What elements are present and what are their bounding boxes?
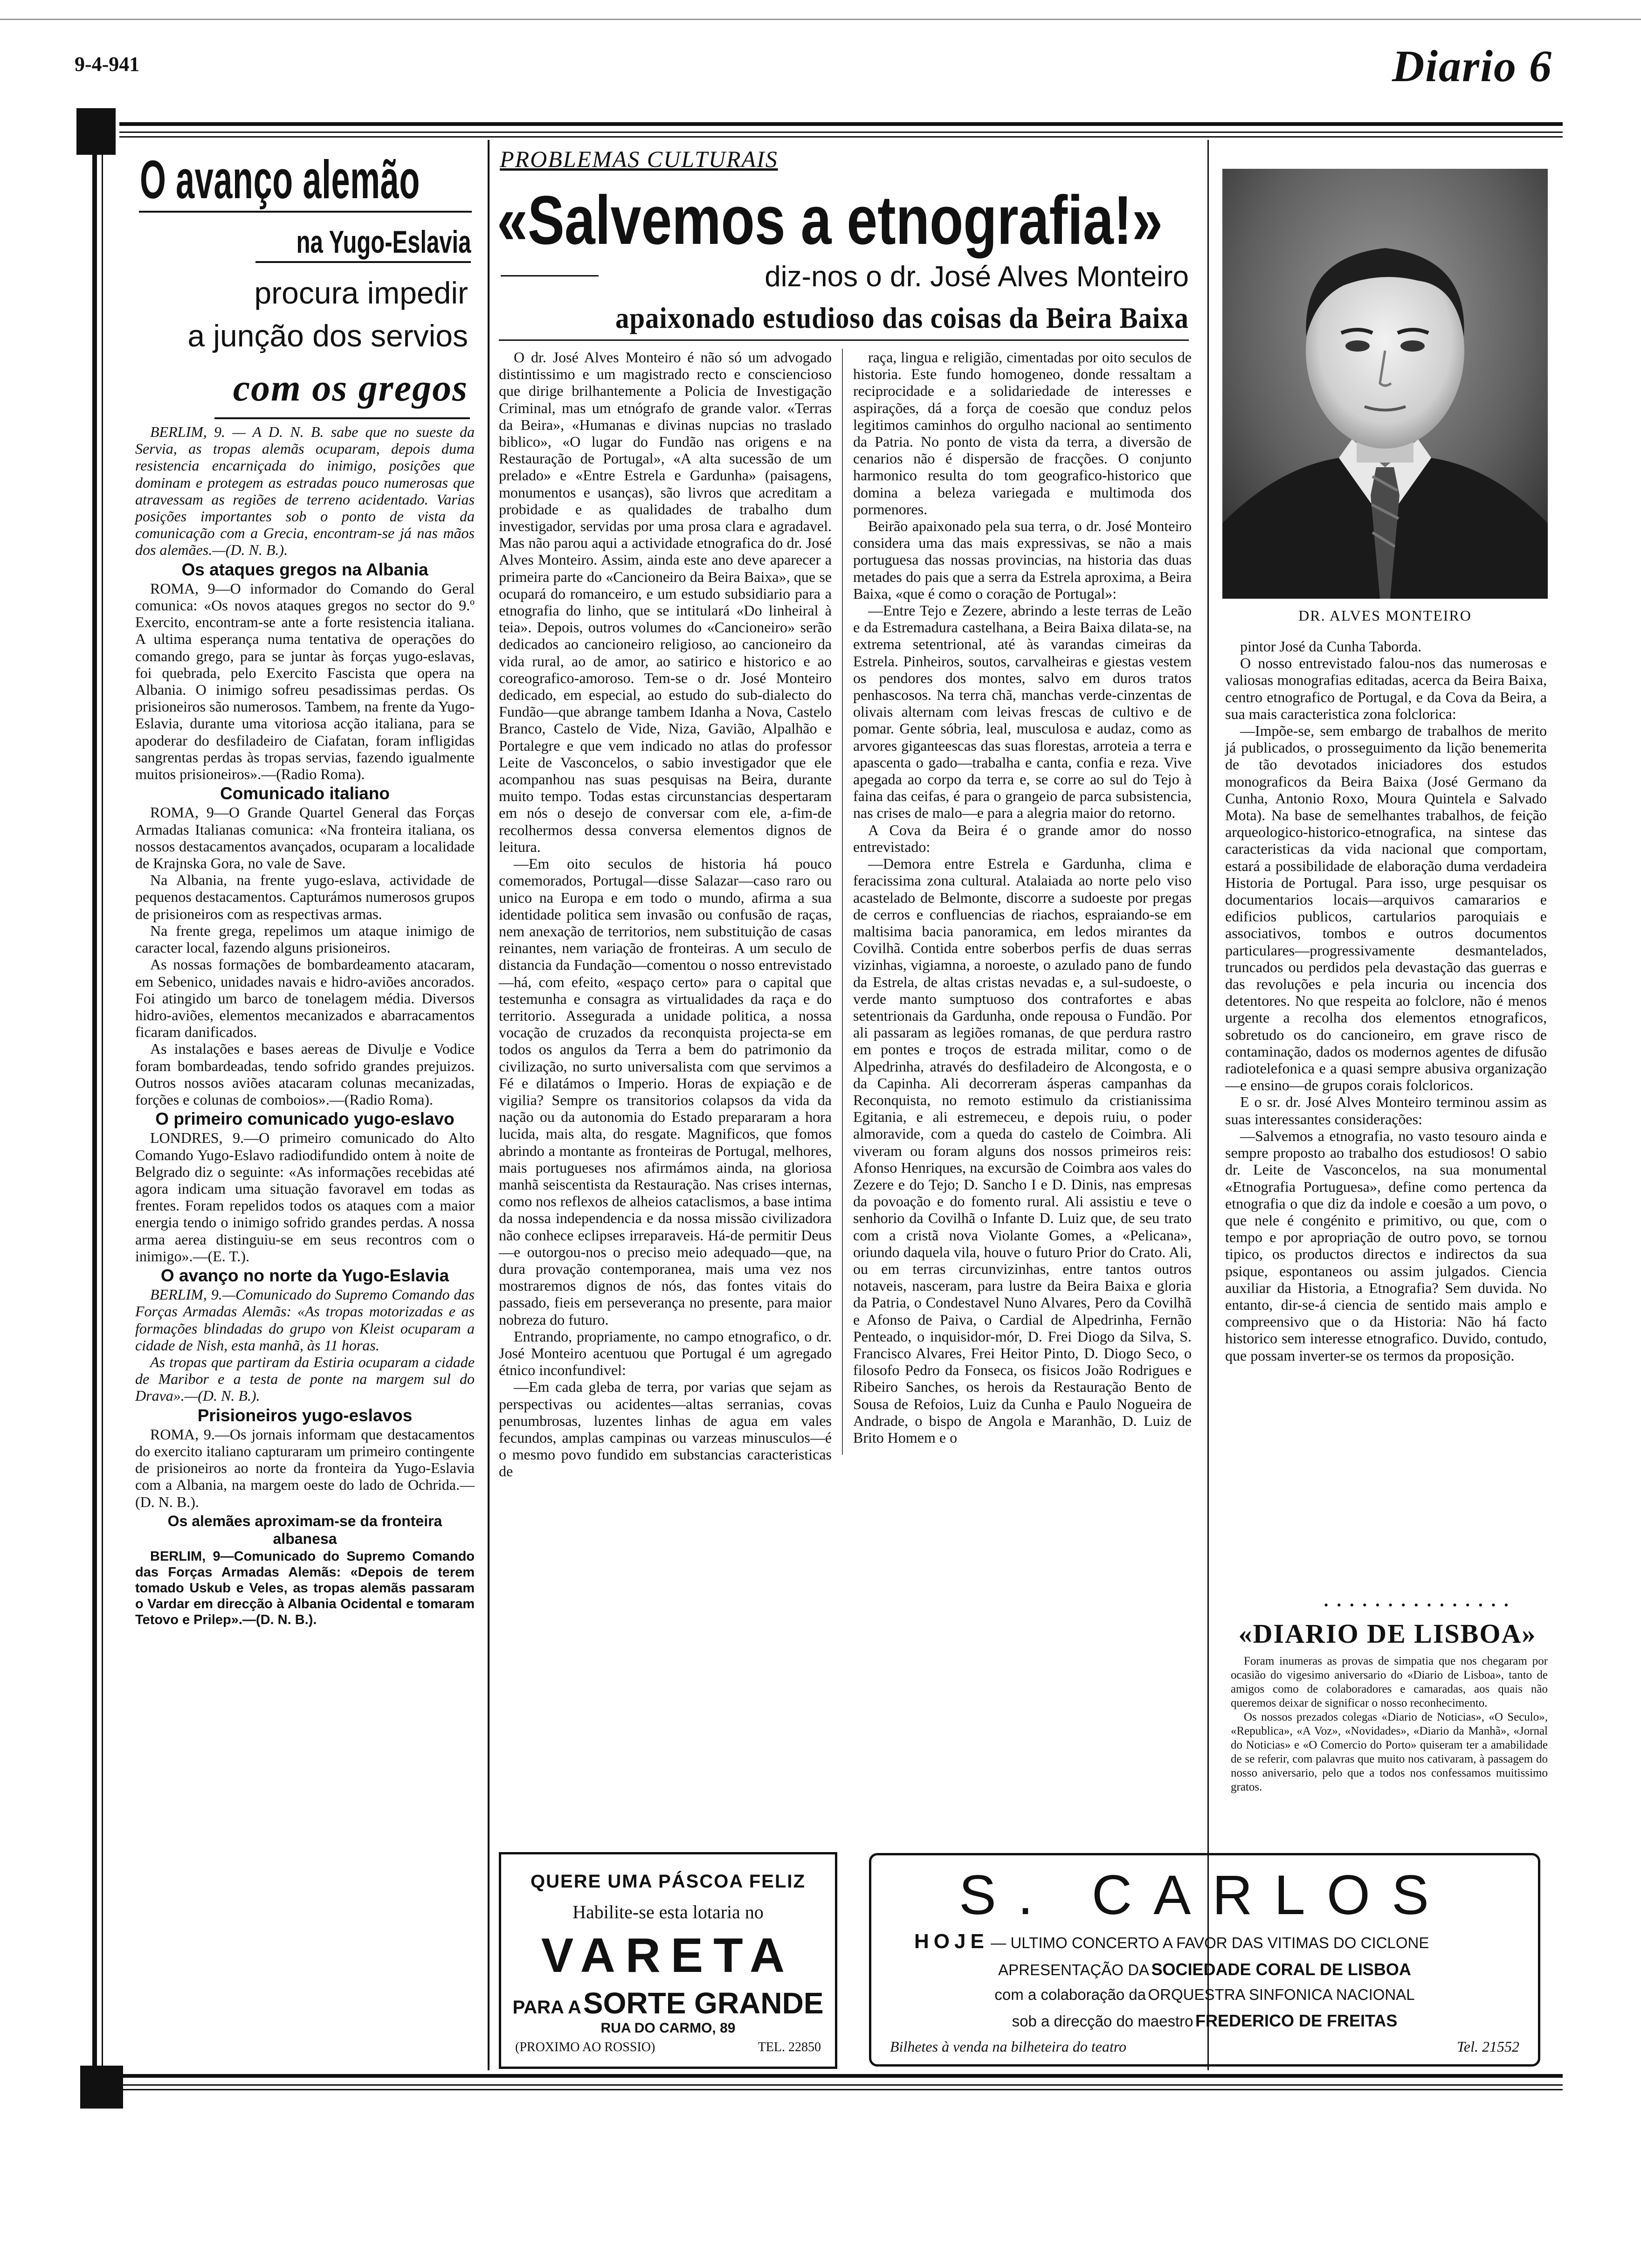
- article-paragraph: raça, lingua e religião, cimentadas por oito seculos de historia. Este fundo homogeneo, donde ressaltam a reciprocidade e a solidariedade de interesses e aspirações, dá a força de coesão que conduz pelos legitimos caminhos do orgulho nacional ao sentimento da Patria. No ponto de vista da terra, a diversão de cenarios não é dispersão de fracções. O conjunto harmonico resulta do tom geografico-historico que domina a beleza variegada e multimoda dos pormenores.: [853, 349, 1192, 518]
- column-separator-1: [488, 140, 490, 2070]
- ad-sao-carlos: [869, 1853, 1540, 2067]
- ad-vareta-tel: [758, 2040, 821, 2055]
- left-article-body: [135, 423, 475, 2065]
- ad-sao-carlos-line2-bold: SOCIEDADE CORAL DE LISBOA: [1151, 1960, 1411, 1979]
- section-paragraph: ROMA, 9—O informador do Comando do Geral comunica: «Os novos ataques gregos no sector do 9.º Exercito, encontram-se ante a forte resistencia italiana. A ultima esperança numa tentativa de operações do comando grego, para se juntar às forças yugo-eslavas, foi quebrada, pelo Exercito Fascista que opera na Albania. O inimigo sofreu pesadissimas perdas. Os prisioneiros são numerosos. Tambem, na frente da Yugo-Eslavia, durante uma vitoriosa acção italiana, para se apoderar do desfiladeiro de Ciafatan, foram infligidas sangrentas perdas às tropas servias, fazendo igualmente muitos prisioneiros».—(Radio Roma).: [135, 580, 475, 783]
- ad-sao-carlos-footer-right: Tel. 21552: [1457, 2038, 1519, 2055]
- article-subtitle-2: apaixonado estudioso das coisas da Beira Baixa: [615, 301, 1189, 334]
- ad-sao-carlos-line4-bold: FREDERICO DE FREITAS: [1195, 2011, 1398, 2030]
- footer-rule-thin: [119, 2084, 1563, 2086]
- center-column-2: [853, 349, 1192, 1455]
- portrait-caption: DR. ALVES MONTEIRO: [1298, 607, 1472, 624]
- section-paragraph: LONDRES, 9.—O primeiro comunicado do Alto Comando Yugo-Eslavo radiodifundido ontem à noite de Belgrado diz o seguinte: «As informações recebidas até agora indicam uma situação favoravel em todas as frentes. Foram repelidos todos os ataques com a maior energia tendo o inimigo sofrido grandes perdas. A nossa arma aerea distinguiu-se em seus recontros com o inimigo».—(E. T.).: [135, 1129, 475, 1265]
- section-heading: Os alemães aproximam-se da fronteira albanesa: [167, 1512, 442, 1547]
- section-paragraph: As instalações e bases aereas de Divulje e Vodice foram bombardeadas, tendo sofrido grandes prejuizos. Outros nossos aviões atacaram colunas mecanizadas, forções e colunas de comboios».—(Radio Roma).: [135, 1040, 475, 1108]
- article-paragraph: E o sr. dr. José Alves Monteiro terminou assim as suas interessantes considerações:: [1225, 1093, 1547, 1127]
- ad-vareta: [499, 1852, 837, 2069]
- left-headline-5: com os gregos: [233, 366, 468, 409]
- ad-vareta-tagline-main: SORTE GRANDE: [583, 1986, 824, 2020]
- ad-vareta-subline: Habilite-se esta lotaria no: [572, 1902, 764, 1922]
- top-rule: [0, 19, 1641, 20]
- masthead: Diario 6: [1392, 41, 1552, 91]
- section-heading: Os ataques gregos na Albania: [181, 560, 428, 579]
- section-heading: O avanço no norte da Yugo-Eslavia: [160, 1265, 449, 1285]
- ad-sao-carlos-line2: [871, 1960, 1538, 1979]
- article-paragraph: —Impõe-se, sem embargo de trabalhos de merito já publicados, o prosseguimento da lição benemerita de tão devotados iniciadores dos estudos monograficos da Beira Baixa (José Germano da Cunha, Antonio Roxo, Moura Quintela e Salvado Mota). Na base de semelhantes trabalhos, de feição arqueologico-historico-etnografica, na sintese das caracteristicas da vida nacional que comportam, estará a possibilidade de elaboração duma verdadeira Historia de Portugal. Para isso, urge pesquisar os documentarios locais—arquivos camararios e edificios publicos, cartularios paroquiais e associativos, tombos e outros documentos particulares—progressivamente desmantelados, truncados ou perdidos pela devastação das guerras e das revoluções e pela incuria ou incencia dos detentores. No que respeita ao folclore, não é menos urgente a recolha dos elementos etnograficos, sobretudo os do cancioneiro, em grave risco de contaminação, dados os modernos agentes de difusão radiotelefonica e a quasi sempre abusiva organização—e ensino—de grupos corais folcloricos.: [1225, 722, 1547, 1094]
- center-column-3: [1225, 638, 1547, 1594]
- column-separator-2: [1207, 140, 1209, 2070]
- article-kicker: PROBLEMAS CULTURAIS: [500, 146, 778, 172]
- title-side-rule: [501, 275, 599, 277]
- article-title: «Salvemos a etnografia!»: [497, 182, 1163, 259]
- ad-sao-carlos-footer-left: Bilhetes à venda na bilheteira do teatro: [890, 2038, 1127, 2055]
- ad-sao-carlos-line4-prefix: sob a direcção do maestro: [1012, 2012, 1193, 2030]
- article-paragraph: —Demora entre Estrela e Gardunha, clima e feracissima zona cultural. Atalaiada ao norte pelo viso acastelado de Belmonte, discorre a sudoeste por pregas de cerros e confluencias de riachos, espraiando-se em maltisima bacia panoramica, em ledos mirantes da Covilhã. Contida entre soberbos perfis de duas serras vizinhas, vigiamna, a noroeste, o azulado pano de fundo da Estrela, de altas cristas nevadas e, a sul-sudoeste, o verde manto sumptuoso dos contrafortes e abas setentrionais da Gardunha, onde repousa o Fundão. Por ali passaram as legiões romanas, de que perdura rastro em pontes e troços de estrada militar, como o de Alpedrinha, através do desfiladeiro de Alcongosta, e o da Capinha. Ali decorreram ásperas campanhas da Reconquista, no remoto estimulo da cristianissima Egitania, e ali estremeceu, e depois ruiu, o poder almoravide, com a queda do castelo de Coimbra. Ali viveram ou foram alguns dos nossos primeiros reis: Afonso Henriques, na excursão de Coimbra aos vales do Zezere e do Tejo; D. Sancho I e D. Dinis, nas empresas da povoação e do fomento rural. Ali assistiu e teve o senhorio da Covilhã o Infante D. Luiz que, de seu trato com a cristã nova Violante Gomes, a «Pelicana», oriundo daquela vila, houve o futuro Prior do Crato. Ali, ou em terras circunvizinhas, entre tantos outros notaveis, nasceram, para lustre da Beira Baixa e gloria da Patria, o Condestavel Nuno Alvares, Pero da Covilhã e Afonso de Paiva, o Cardial de Alpedrinha, Fernão Penteado, o inquisidor-mór, D. Frei Diogo da Silva, S. Francisco Alvares, Frei Heitor Pinto, D. Diogo Seco, o filosofo Pedro da Fonseca, os fisicos João Rodrigues e Ribeiro Sanches, os herois da Restauração Bento de Sousa de Refoios, Luiz da Cunha e Paulo Nogueira de Andrade, o bispo de Angola e Maranhão, D. Luiz de Brito Homem e o: [853, 855, 1192, 1446]
- ad-sao-carlos-line4: [871, 2011, 1538, 2031]
- header-rule-thick: [119, 122, 1563, 126]
- article-paragraph: —Em oito seculos de historia há pouco comemorados, Portugal—disse Salazar—caso raro ou unico na Europa e em todo o mundo, afirma a sua identidade politica sem invasão ou confusão de raças, nem anexação de territorios, nem substituição de casas reinantes, nem variação de fronteiras. A um seculo de distancia da Fundação—comentou o nosso entrevistado—há, com efeito, «espaço certo» para o capital que testemunha e consagra as virtualidades da raça e do territorio. Assegurada a unidade politica, a nossa vocação de cruzados da reconquista projecta-se em todos os angulos da Terra a bem do patrimonio da civilização, no surto universalista com que servimos a Fé e dilatámos o Imperio. Horas de expiação e de vigilia? Sempre os transitorios colapsos da vida da nação ou da autonomia do Estado prepararam a hora lucida, mais alta, do resgate. Magnificos, que fomos abrindo a montante as fronteiras de Portugal, melhores, mais portugueses nos afirmámos ainda, na gloriosa manhã seiscentista da Restauração. Nas crises internas, como nos reflexos de alheios cataclismos, a base intima da nossa independencia e da nossa missão civilizadora não conhece eclipses irreparaveis. Há-de permitir Deus—e outorgou-nos o preciso meio adequado—que, na dura provação contemporanea, mais uma vez nos mostraremos dignos de nós, das fontes vitais do passado, fieis em perseverança no presente, para maior nobreza do futuro.: [499, 855, 832, 1328]
- left-vertical-rule-thick: [92, 155, 97, 2074]
- notice-paragraph: Os nossos prezados colegas «Diario de Noticias», «O Seculo», «Republica», «A Voz», «Novidades», «Diario da Manhã», «Jornal do Noticias» e «O Comercio do Porto» quiseram ter a amabilidade de se referir, com palavras que muito nos cativaram, à passagem do nosso aniversario, pelo que a todos nos confessamos muitissimo gratos.: [1231, 1711, 1548, 1793]
- section-paragraph: ROMA, 9.—Os jornais informam que destacamentos do exercito italiano capturaram um primeiro contingente de prisioneiros ao norte da fronteira da Yugo-Eslavia com a Albania, na margem oeste do lado de Ochrida.—(D. N. B.).: [135, 1425, 475, 1510]
- section-paragraph: As nossas formações de bombardeamento atacaram, em Sebenico, unidades navais e hidro-aviões ancorados. Foi atingido um barco de tonelagem média. Diversos hidro-aviões, elementos mecanizados e abarracamentos ficaram danificados.: [135, 956, 475, 1041]
- ad-sao-carlos-line1: [914, 1930, 1429, 1953]
- article-paragraph: —Em cada gleba de terra, por varias que sejam as perspectivas ou acidentes—altas serranias, covas penumbrosas, luzentes linhas de agua em vales fecundos, amplas campinas ou varzeas minusculos—é o mesmo povo fundido em substancias caracteristicas de: [499, 1378, 832, 1480]
- section-paragraph: BERLIM, 9.—Comunicado do Supremo Comando das Forças Armadas Alemãs: «As tropas motorizadas e as formações blindadas do grupo von Kleist ocuparam a cidade de Nish, esta manhã, às 11 horas.: [135, 1286, 475, 1354]
- left-headline-5-underline: [214, 417, 470, 419]
- section-heading: Comunicado italiano: [220, 784, 390, 803]
- left-headline-underline: [139, 211, 472, 213]
- section-heading: Prisioneiros yugo-eslavos: [197, 1405, 413, 1425]
- ad-sao-carlos-line3-prefix: com a colaboração da: [994, 1986, 1146, 2003]
- ad-vareta-tel-text: TEL. 22850: [758, 2040, 821, 2054]
- ad-sao-carlos-today: HOJE: [914, 1930, 989, 1953]
- center-column-divider: [842, 349, 843, 1455]
- left-vertical-rule-thin: [102, 155, 103, 2074]
- section-paragraph: Na frente grega, repelimos um ataque inimigo de caracter local, fazendo alguns prisioneiros.: [135, 922, 475, 956]
- section-paragraph: ROMA, 9—O Grande Quartel General das Forças Armadas Italianas comunica: «Na fronteira italiana, os nossos destacamentos avançados, ocuparam a localidade de Krajnska Gora, no vale de Save.: [135, 804, 475, 872]
- article-paragraph: Entrando, propriamente, no campo etnografico, o dr. José Monteiro acentuou que Portugal é um agregado étnico inconfundivel:: [499, 1328, 832, 1379]
- left-article-lead: BERLIM, 9. — A D. N. B. sabe que no sueste da Servia, as tropas alemãs ocuparam, depois duma resistencia encarniçada do inimigo, posições que dominam e protegem as estradas pouco numerosas que atravessam as regiões de terreno acidentado. Varias posições importantes sob o ponto de vista da comunicação com a Grecia, encontram-se já nas mãos dos alemães.—(D. N. B.).: [135, 423, 475, 559]
- notice-body: [1231, 1654, 1548, 1855]
- left-black-block-bottom: [80, 2066, 123, 2109]
- left-headline-4: a junção dos servios: [187, 318, 468, 353]
- left-headline-box: [138, 149, 471, 209]
- left-article-sections: [135, 561, 475, 1628]
- section-paragraph: BERLIM, 9—Comunicado do Supremo Comando das Forças Armadas Alemãs: «Depois de terem tomado Uskub e Veles, as tropas alemãs passaram o Vardar em direcção à Albania Ocidental e tomaram Tetovo e Prilep».—(D. N. B.).: [135, 1549, 475, 1627]
- ad-sao-carlos-title: S. CARLOS: [958, 1864, 1451, 1926]
- left-headline-2: na Yugo-Eslavia: [296, 224, 471, 260]
- article-paragraph: A Cova da Beira é o grande amor do nosso entrevistado:: [853, 821, 1192, 855]
- center-column-1: [499, 349, 832, 1480]
- portrait-photo: [1222, 169, 1548, 599]
- article-paragraph: pintor José da Cunha Taborda.: [1240, 638, 1422, 655]
- article-subtitle-1: diz-nos o dr. José Alves Monteiro: [765, 261, 1189, 293]
- ad-sao-carlos-line2-prefix: APRESENTAÇÃO DA: [998, 1961, 1150, 1978]
- subtitle-underline: [499, 339, 1189, 341]
- article-paragraph: O nosso entrevistado falou-nos das numerosas e valiosas monografias editadas, acerca da Beira Baixa, centro etnografico de Portugal, e da Cova da Beira, a sua mais caracteristica zona folclorica:: [1225, 655, 1547, 722]
- ad-sao-carlos-line3: [871, 1986, 1538, 2004]
- section-paragraph: As tropas que partiram da Estiria ocuparam a cidade de Maribor e a testa de ponte na margem sul do Drava».—(D. N. B.).: [135, 1353, 475, 1404]
- ad-vareta-tagline: [501, 1986, 835, 2020]
- ad-vareta-headline: QUERE UMA PÁSCOA FELIZ: [531, 1871, 806, 1892]
- header-rule-thin: [119, 131, 1563, 133]
- left-headline-main: O avanço alemão: [140, 149, 420, 210]
- footer-rule-thin-2: [119, 2089, 1563, 2090]
- notice-title: «DIARIO DE LISBOA»: [1238, 1618, 1537, 1649]
- ad-vareta-address: RUA DO CARMO, 89: [600, 2020, 736, 2036]
- header-rule-thin-2: [119, 136, 1563, 138]
- ad-vareta-name: VARETA: [541, 1929, 795, 1983]
- ad-vareta-near: (PROXIMO AO ROSSIO): [515, 2040, 655, 2054]
- left-headline-3: procura impedir: [254, 276, 468, 310]
- notice-ornament: • • • • • • • • • • • • • • •: [1324, 1598, 1511, 1612]
- ad-sao-carlos-line3-bold: ORQUESTRA SINFONICA NACIONAL: [1148, 1986, 1415, 2003]
- section-paragraph: Na Albania, na frente yugo-eslava, actividade de pequenos destacamentos. Capturámos numerosos grupos de prisioneiros com as respectivas armas.: [135, 871, 475, 922]
- section-heading: O primeiro comunicado yugo-eslavo: [155, 1109, 455, 1129]
- left-black-block-top: [76, 108, 116, 155]
- notice-paragraph: Foram inumeras as provas de simpatia que nos chegaram por ocasião do vigesimo aniversario do «Diario de Lisboa», tanto de amigos como de colaboradores e camaradas, aos quais não queremos deixar de significar o nosso reconhecimento.: [1231, 1655, 1548, 1709]
- page-date: 9-4-941: [75, 53, 140, 76]
- article-paragraph: Beirão apaixonado pela sua terra, o dr. José Monteiro considera uma das mais expressivas, se não a mais portuguesa das nossas provincias, na historia das duas metades do pais que a serra da Estrela aproxima, a Beira Baixa, «que é como o coração de Portugal»:: [853, 518, 1192, 602]
- footer-rule-thick: [119, 2074, 1563, 2078]
- article-paragraph: O dr. José Alves Monteiro é não só um advogado distintissimo e um magistrado recto e consciencioso que dirige brilhantemente a Policia de Investigação Criminal, mas um etnógrafo de grande valor. «Terras da Beira», «Humanas e divinas nupcias no traslado biblico», «O lugar do Fundão nas origens e na Restauração de Portugal», «A alta sucessão de um prelado» e «Entre Estrela e Gardunha» (paisagens, monumentos e usanças), são livros que acreditam a probidade e as qualidades de trabalho dum investigador, servidas por uma prosa clara e agradavel. Mas não parou aqui a actividade etnografica do dr. José Alves Monteiro. Assim, ainda este ano deve aparecer a primeira parte do «Cancioneiro da Beira Baixa», que se ocupará do romanceiro, e um estudo subsidiario para a etnografia do linho, que se intitulará «Do linheiral à teia». Depois, outros volumes do «Cancioneiro» serão dedicados ao cancioneiro religioso, ao cancioneiro da vida rural, ao de amor, ao satirico e historico e ao coreografico-amoroso. Tem-se o dr. José Monteiro dedicado, em especial, ao estudo do sub-dialecto do Fundão—que abrange tambem Idanha a Nova, Castelo Branco, Castelo de Vide, Niza, Gavião, Alpalhão e Portalegre e que vem indicado no atlas do professor Leite de Vasconcelos, o sabio investigador que ele acompanhou nas suas pesquisas na Beira, durante muito tempo. Todas estas circunstancias despertaram em nós o desejo de conversar com ele, a-fim-de recolhermos dessa conversa elementos dignos de leitura.: [499, 349, 832, 855]
- ad-vareta-tagline-prefix: PARA A: [512, 1997, 581, 2018]
- left-headline-2-underline: [255, 261, 471, 263]
- ad-sao-carlos-line1-text: — ULTIMO CONCERTO A FAVOR DAS VITIMAS DO CICLONE: [991, 1934, 1429, 1951]
- article-paragraph: —Salvemos a etnografia, no vasto tesouro ainda e sempre proposto ao trabalho dos estudiosos! O sabio dr. Leite de Vasconcelos, na sua monumental «Etnografia Portuguesa», define como pertenca da etnografia o que diz da indole e coesão a um povo, o que nele é congénito e primitivo, ou que, com o tempo e por apropriação de outro povo, se tornou tipico, os productos directos e indirectos da sua psique, espontaneos ou assim julgados. Ciencia auxiliar da Historia, a Etnografia? Sem duvida. No entanto, dir-se-á ciencia de sentido mais amplo e compreensivo que o da Historia: Não há facto historico sem interesse etnografico. Duvido, contudo, que possam inverter-se os termos da proposição.: [1225, 1127, 1547, 1364]
- article-paragraph: —Entre Tejo e Zezere, abrindo a leste terras de Leão e da Estremadura castelhana, a Beira Baixa dilata-se, na extrema setentrional, até às varandas cimeiras da Estrela. Pinheiros, soutos, carvalheiras e giestas vestem os pendores dos montes, salvo em duros tratos penhascosos. Na terra chã, manchas verde-cinzentas de olivais alternam com leivas frescas de cultivo e de pomar. Gente sóbria, leal, musculosa e audaz, como as arvores giganteescas das suas florestas, arroteia a terra e apascenta o gado—trabalha e canta, confia e reza. Vive apegada ao corpo da terra e, se corre ao sul do Tejo à faina das ceifas, é para o grangeio de parca subsistencia, nas crises de malo—e para a alegria maior do retorno.: [853, 602, 1192, 822]
